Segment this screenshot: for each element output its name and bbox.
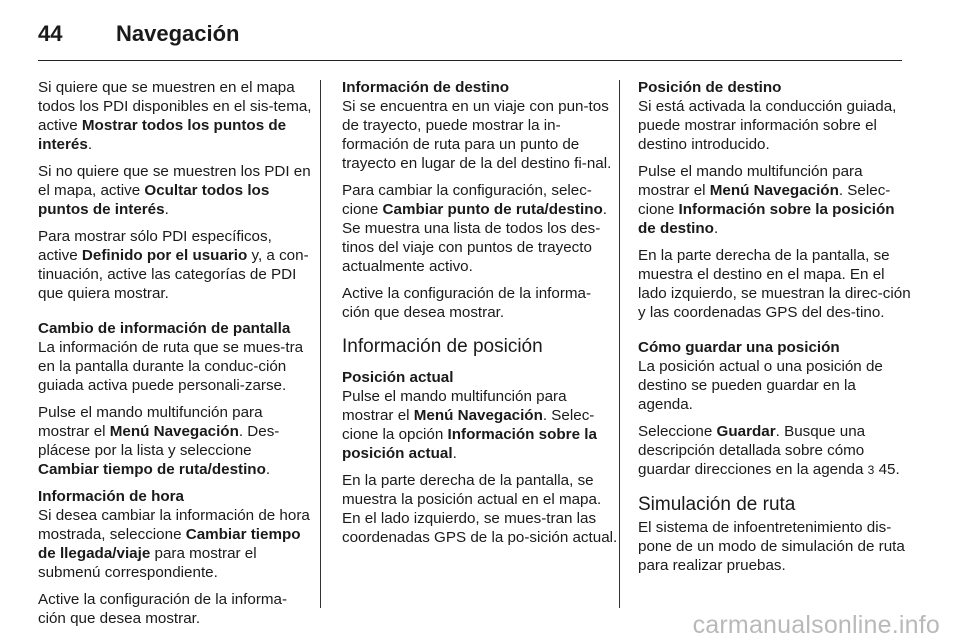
subheading: Posición actual [342, 369, 454, 386]
column-3 [638, 78, 914, 583]
subheading: Cambio de información de pantalla [38, 320, 291, 337]
column-divider-2 [619, 80, 620, 608]
paragraph: Para cambiar la configuración, selec-cione Cambiar punto de ruta/destino. Se muestra una lista de todos los des-tinos del viaje con puntos de trayecto actualmente activo. [342, 182, 607, 275]
paragraph: Si quiere que se muestren en el mapa todos los PDI disponibles en el sis-tema, active Mostrar todos los puntos de interés. [38, 79, 312, 153]
paragraph: Pulse el mando multifunción para mostrar el Menú Navegación. Selec-cione la opción Información sobre la posición actual. [342, 388, 597, 462]
paragraph: Seleccione Guardar. Busque una descripción detallada sobre cómo guardar direcciones en la agenda 3 45. [638, 423, 900, 478]
watermark: carmanualsonline.info [692, 611, 940, 639]
subheading: Información de hora [38, 488, 184, 505]
paragraph: En la parte derecha de la pantalla, se muestra la posición actual en el mapa. En el lado izquierdo, se mues-tran las coordenadas GPS de la po-sición actual. [342, 472, 618, 546]
page-reference[interactable]: 45. [874, 461, 900, 478]
section-heading: Simulación de ruta [638, 494, 796, 515]
column-2 [342, 78, 618, 555]
page-number: 44 [38, 21, 63, 46]
page-title: Navegación [116, 21, 240, 46]
paragraph: Active la configuración de la informa-ción que desea mostrar. [38, 591, 288, 627]
subheading: Cómo guardar una posición [638, 339, 840, 356]
section-heading: Información de posición [342, 336, 543, 357]
subheading: Información de destino [342, 79, 510, 96]
paragraph: El sistema de infoentretenimiento dis-pone de un modo de simulación de ruta para realizar pruebas. [638, 519, 905, 574]
subheading: Posición de destino [638, 79, 782, 96]
paragraph: Si desea cambiar la información de hora mostrada, seleccione Cambiar tiempo de llegada/viaje para mostrar el submenú correspondiente. [38, 507, 310, 581]
paragraph: Active la configuración de la informa-ción que desea mostrar. [342, 285, 592, 321]
header-rule [38, 60, 902, 61]
paragraph: La posición actual o una posición de destino se pueden guardar en la agenda. [638, 358, 883, 413]
paragraph: La información de ruta que se mues-tra en la pantalla durante la conduc-ción guiada activa puede personali-zarse. [38, 339, 304, 394]
column-divider-1 [320, 80, 321, 608]
paragraph: Para mostrar sólo PDI específicos, active Definido por el usuario y, a con-tinuación, active las categorías de PDI que quiera mostrar. [38, 228, 309, 302]
paragraph: Si está activada la conducción guiada, puede mostrar información sobre el destino introducido. [638, 98, 897, 153]
page-header [38, 14, 240, 54]
paragraph: Pulse el mando multifunción para mostrar el Menú Navegación. Des-plácese por la lista y seleccione Cambiar tiempo de ruta/destino. [38, 404, 280, 478]
paragraph: Si se encuentra en un viaje con pun-tos de trayecto, puede mostrar la in-formación de ruta para un punto de trayecto en lugar de la del destino fi-nal. [342, 98, 612, 172]
paragraph: En la parte derecha de la pantalla, se muestra el destino en el mapa. En el lado izquierdo, se muestran la direc-ción y las coordenadas GPS del des-tino. [638, 247, 911, 321]
paragraph: Pulse el mando multifunción para mostrar el Menú Navegación. Selec-cione Información sobre la posición de destino. [638, 163, 895, 237]
paragraph: Si no quiere que se muestren los PDI en el mapa, active Ocultar todos los puntos de interés. [38, 163, 311, 218]
page-reference-icon: 3 [867, 463, 875, 477]
column-1 [38, 78, 314, 636]
